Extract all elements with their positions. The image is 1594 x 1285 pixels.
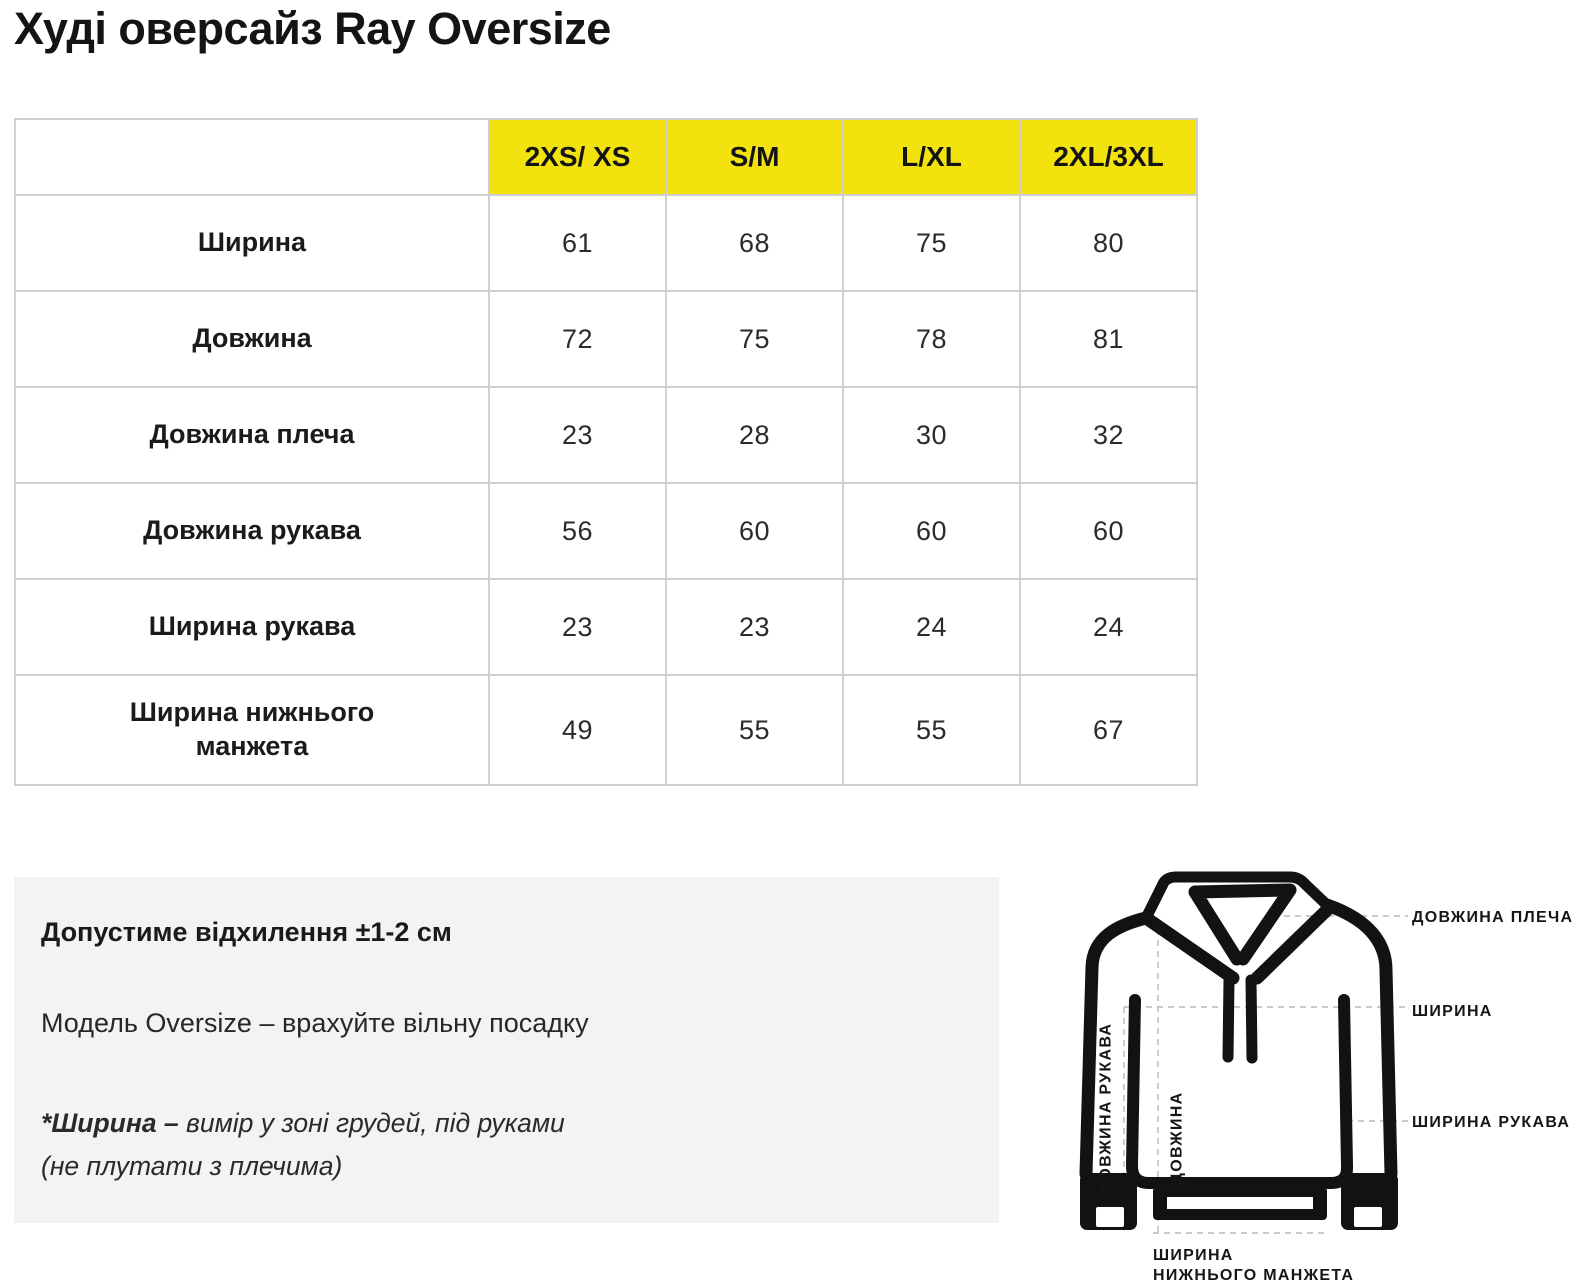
column-header-2xl-3xl: 2XL/3XL [1020,119,1197,195]
hoodie-outline-icon [1080,877,1398,1230]
hoodie-measurement-diagram [1040,830,1594,1285]
table-row [15,483,1197,579]
length-label: ДОВЖИНА [1168,1091,1186,1185]
table-cell: 60 [1020,483,1197,579]
table-cell: 24 [843,579,1020,675]
page-title: Худі оверсайз Ray Oversize [14,3,611,54]
width-definition: вимір у зоні грудей, під руками [186,1108,565,1138]
table-cell: 60 [666,483,843,579]
cuff-width-label-line2: НИЖНЬОГО МАНЖЕТА [1153,1267,1355,1284]
table-cell: 28 [666,387,843,483]
table-cell: 78 [843,291,1020,387]
row-label: Ширина рукава [15,579,489,675]
table-cell: 56 [489,483,666,579]
size-table [14,118,1198,786]
table-cell: 61 [489,195,666,291]
row-label: Ширина нижнього манжета [15,675,489,785]
row-label: Довжина [15,291,489,387]
table-cell: 72 [489,291,666,387]
table-cell: 75 [843,195,1020,291]
size-table-header-row [15,119,1197,195]
table-cell: 24 [1020,579,1197,675]
table-row [15,291,1197,387]
width-term: *Ширина – [41,1108,179,1138]
width-definition-note [41,1102,969,1188]
table-cell: 60 [843,483,1020,579]
row-label: Ширина [15,195,489,291]
tolerance-note: Допустиме відхилення ±1-2 см [41,917,452,947]
table-cell: 68 [666,195,843,291]
table-cell: 49 [489,675,666,785]
table-row [15,675,1197,785]
table-cell: 32 [1020,387,1197,483]
width-definition-2: (не плутати з плечима) [41,1150,343,1181]
table-cell: 80 [1020,195,1197,291]
column-header-2xs-xs: 2XS/ XS [489,119,666,195]
table-row [15,387,1197,483]
table-row [15,579,1197,675]
fit-note: Модель Oversize – врахуйте вільну посадку [41,1008,589,1038]
table-corner-cell [15,119,489,195]
cuff-width-label-line1: ШИРИНА [1153,1247,1234,1264]
table-cell: 81 [1020,291,1197,387]
table-cell: 67 [1020,675,1197,785]
table-cell: 30 [843,387,1020,483]
shoulder-length-label: ДОВЖИНА ПЛЕЧА [1412,909,1574,926]
table-cell: 55 [666,675,843,785]
column-header-l-xl: L/XL [843,119,1020,195]
table-row [15,195,1197,291]
table-cell: 23 [489,387,666,483]
table-cell: 55 [843,675,1020,785]
sleeve-length-label: ДОВЖИНА РУКАВА [1097,1022,1115,1194]
column-header-s-m: S/M [666,119,843,195]
row-label: Довжина рукава [15,483,489,579]
sleeve-width-label: ШИРИНА РУКАВА [1412,1114,1571,1131]
notes-box [14,877,999,1223]
table-cell: 23 [489,579,666,675]
table-cell: 75 [666,291,843,387]
width-label: ШИРИНА [1412,1003,1493,1020]
table-cell: 23 [666,579,843,675]
row-label: Довжина плеча [15,387,489,483]
